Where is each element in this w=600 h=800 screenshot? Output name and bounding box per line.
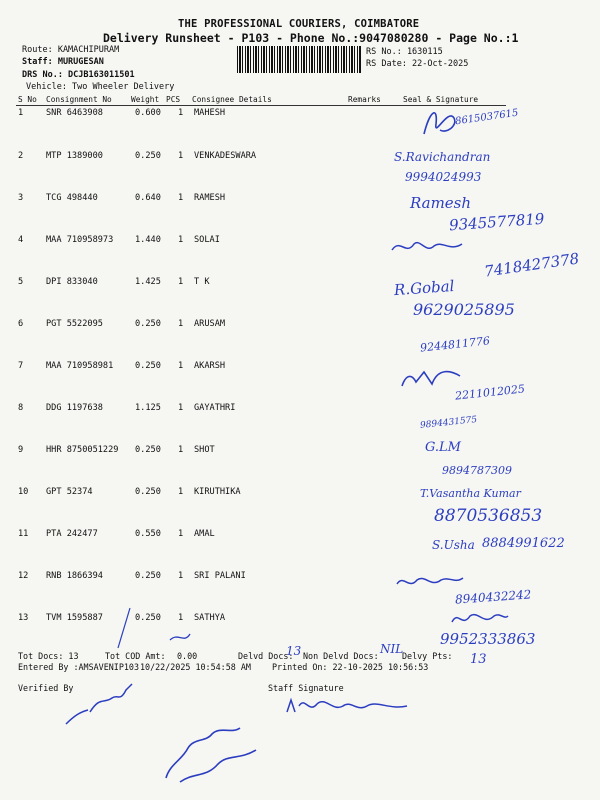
row-consignment: MAA 710958973	[46, 235, 114, 245]
row-consignment: SNR 6463908	[46, 108, 103, 118]
row-weight: 0.250	[135, 613, 161, 623]
signature-scribble-icon	[450, 608, 510, 630]
stamp-signature-icon	[160, 720, 270, 790]
staff-signature-scribble-icon	[285, 694, 415, 720]
printed-on: Printed On: 22-10-2025 10:56:53	[272, 662, 429, 672]
hw-delivered-count: 13	[286, 644, 302, 658]
delivery-points-label: Delvy Pts:	[402, 651, 453, 661]
vehicle: Vehicle: Two Wheeler Delivery	[26, 82, 175, 92]
row-8	[0, 403, 600, 423]
row-weight: 0.640	[135, 193, 161, 203]
col-pcs: PCS	[166, 95, 181, 104]
row-sno: 4	[18, 235, 24, 245]
row-consignee: SRI PALANI	[194, 571, 246, 581]
row-weight: 0.250	[135, 571, 161, 581]
row-consignment: MTP 1389000	[46, 151, 103, 161]
hw-name-5: R.Gobal	[393, 276, 455, 300]
route: Route: KAMACHIPURAM	[22, 45, 120, 55]
total-docs: Tot Docs: 13	[18, 651, 79, 661]
hw-phone-12: 8940432242	[454, 587, 532, 607]
hw-name-2: S.Ravichandran	[394, 150, 491, 164]
row-consignee: AMAL	[194, 529, 215, 539]
staff-signature: Staff Signature	[268, 683, 344, 693]
delivered-docs-label: Delvd Docs:	[238, 651, 294, 661]
row-consignee: RAMESH	[194, 193, 226, 203]
row-sno: 1	[18, 108, 24, 118]
row-consignee: T K	[194, 277, 210, 287]
col-weight: Weight	[131, 95, 160, 104]
row-sno: 2	[18, 151, 24, 161]
row-6	[0, 319, 600, 339]
row-consignee: SHOT	[194, 445, 215, 455]
drs-number: DRS No.: DCJB163011501	[22, 70, 135, 80]
row-sno: 10	[18, 487, 29, 497]
row-weight: 1.425	[135, 277, 161, 287]
entered-date: 10/22/2025 10:54:58 AM	[140, 662, 251, 672]
total-cod-value: 0.00	[177, 651, 198, 661]
col-consignment: Consignment No	[46, 95, 112, 104]
row-consignment: HHR 8750051229	[46, 445, 119, 455]
row-consignment: GPT 52374	[46, 487, 93, 497]
row-consignee: SATHYA	[194, 613, 226, 623]
row-3	[0, 193, 600, 213]
row-pcs: 1	[178, 529, 184, 539]
signature-scribble-icon	[420, 104, 460, 142]
row-sno: 5	[18, 277, 24, 287]
signature-scribble-icon	[390, 236, 470, 258]
row-sno: 8	[18, 403, 24, 413]
row-pcs: 1	[178, 193, 184, 203]
hw-phone-1: 8615037615	[454, 107, 520, 128]
hw-date-7: 2211012025	[454, 382, 526, 403]
row-sno: 12	[18, 571, 29, 581]
non-delivered-docs-label: Non Delvd Docs:	[303, 651, 379, 661]
row-sno: 13	[18, 613, 29, 623]
hw-phone-9: 9894787309	[442, 464, 512, 477]
hw-phone-6: 9244811776	[419, 334, 491, 355]
staff: Staff: MURUGESAN	[22, 57, 104, 67]
row-weight: 0.250	[135, 445, 161, 455]
rs-number: RS No.: 1630115	[366, 47, 443, 57]
hw-name-11: S.Usha	[432, 538, 475, 552]
row-weight: 0.250	[135, 151, 161, 161]
row-consignee: SOLAI	[194, 235, 220, 245]
total-cod-label: Tot COD Amt:	[105, 651, 166, 661]
runsheet-title: Delivery Runsheet - P103 - Phone No.:9047080280 - Page No.:1	[103, 31, 519, 45]
hw-phone-13: 9952333863	[440, 630, 536, 648]
hw-name-9: G.LM	[425, 440, 461, 455]
row-9	[0, 445, 600, 465]
col-consignee: Consignee Details	[192, 95, 272, 104]
row-weight: 0.250	[135, 487, 161, 497]
row-pcs: 1	[178, 235, 184, 245]
row-consignee: KIRUTHIKA	[194, 487, 241, 497]
row-sno: 6	[18, 319, 24, 329]
row-pcs: 1	[178, 613, 184, 623]
row-pcs: 1	[178, 571, 184, 581]
hw-phone-5: 9629025895	[413, 300, 515, 319]
row-consignee: ARUSAM	[194, 319, 226, 329]
row-consignment: PTA 242477	[46, 529, 98, 539]
row-pcs: 1	[178, 277, 184, 287]
row-consignment: TVM 1595887	[46, 613, 103, 623]
row-sno: 11	[18, 529, 29, 539]
hw-non-delivered: NIL	[380, 642, 404, 656]
signature-scribble-icon	[395, 572, 465, 592]
company-name: THE PROFESSIONAL COURIERS, COIMBATORE	[178, 18, 420, 30]
row-pcs: 1	[178, 151, 184, 161]
row-consignment: DPI 833040	[46, 277, 98, 287]
row-consignee: VENKADESWARA	[194, 151, 257, 161]
row-consignee: MAHESH	[194, 108, 226, 118]
row-pcs: 1	[178, 403, 184, 413]
col-sno: S No	[18, 95, 37, 104]
row-weight: 0.600	[135, 108, 161, 118]
row-pcs: 1	[178, 108, 184, 118]
row-consignment: RNB 1866394	[46, 571, 103, 581]
row-consignee: AKARSH	[194, 361, 226, 371]
hw-name-3: Ramesh	[410, 194, 472, 212]
row-5	[0, 276, 600, 300]
row-weight: 0.550	[135, 529, 161, 539]
row-pcs: 1	[178, 319, 184, 329]
hw-delivery-points: 13	[470, 652, 487, 667]
row-weight: 0.250	[135, 319, 161, 329]
col-seal: Seal & Signature	[403, 95, 479, 104]
row-consignment: TCG 498440	[46, 193, 98, 203]
row-2	[0, 151, 600, 171]
row-sno: 9	[18, 445, 24, 455]
row-consignment: DDG 1197638	[46, 403, 103, 413]
row-7	[0, 361, 600, 381]
hw-phone-2: 9994024993	[405, 170, 482, 184]
hw-phone-3: 9345577819	[448, 209, 545, 235]
row-pcs: 1	[178, 487, 184, 497]
entered-by: Entered By :AMSAVENIP103	[18, 662, 140, 672]
row-pcs: 1	[178, 445, 184, 455]
row-sno: 7	[18, 361, 24, 371]
hw-phone-8: 9894431575	[419, 415, 478, 431]
col-remarks: Remarks	[348, 95, 381, 104]
row-sno: 3	[18, 193, 24, 203]
hw-phone-10: 8870536853	[434, 506, 543, 526]
row-weight: 0.250	[135, 361, 161, 371]
row-4	[0, 235, 600, 255]
row-pcs: 1	[178, 361, 184, 371]
hw-name-10: T.Vasantha Kumar	[420, 487, 521, 500]
row-weight: 1.125	[135, 403, 161, 413]
hw-phone-11: 8884991622	[482, 536, 565, 551]
barcode	[237, 46, 362, 73]
row-consignment: MAA 710958981	[46, 361, 114, 371]
row-consignee: GAYATHRI	[194, 403, 236, 413]
row-consignment: PGT 5522095	[46, 319, 103, 329]
row-weight: 1.440	[135, 235, 161, 245]
rs-date: RS Date: 22-Oct-2025	[366, 59, 469, 69]
verified-by: Verified By	[18, 683, 74, 693]
hw-phone-4: 7418427378	[483, 249, 581, 281]
